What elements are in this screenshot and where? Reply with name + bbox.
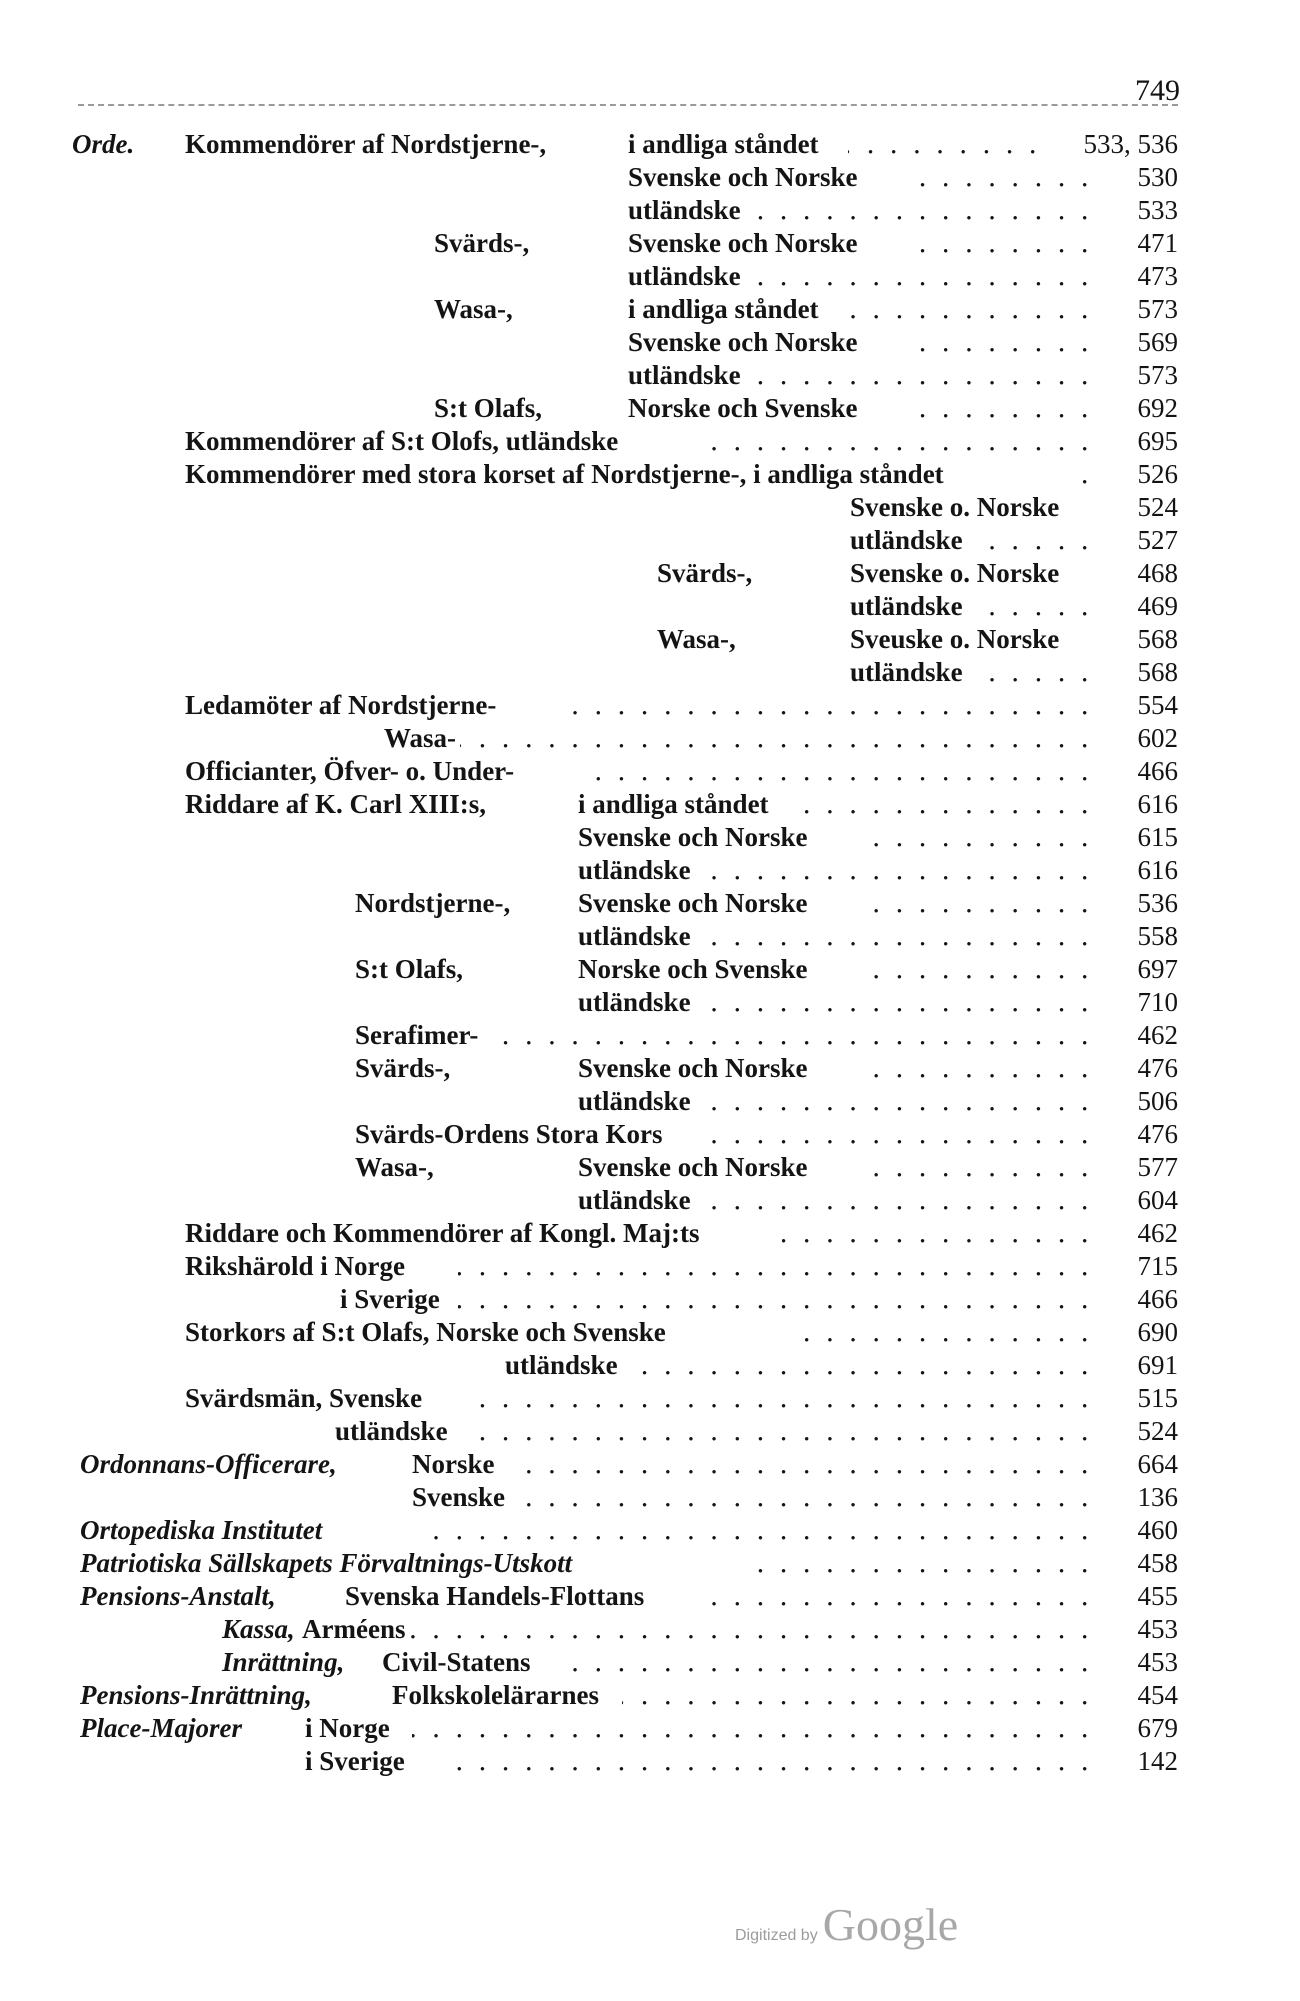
entry-text: Kassa, [222,1614,295,1644]
page-reference: 460 [1137,1515,1178,1545]
entry-text: Orde. [72,129,135,159]
page-reference: 530 [1137,162,1178,192]
dot-leader [702,854,1092,887]
dot-leader [905,161,1092,194]
index-entry [0,293,1300,326]
index-entry [0,194,1300,227]
entry-text: Kommendörer med stora korset af Nordstjerne-, i andliga ståndet [185,459,944,489]
index-entry [0,1514,1300,1547]
page-reference: 533 [1137,195,1178,225]
page-reference: 476 [1137,1053,1178,1083]
entry-text: utländske [628,195,741,225]
page-reference: 515 [1137,1383,1178,1413]
entry-text: utländske [850,657,963,687]
page-reference: 473 [1137,261,1178,291]
page-reference: 468 [1137,558,1178,588]
index-entry [0,1184,1300,1217]
entry-text: Riddare och Kommendörer af Kongl. Maj:ts [185,1218,700,1248]
page-reference: 615 [1137,822,1178,852]
index-entry [0,1085,1300,1118]
dot-leader [752,194,1092,227]
index-entry [0,359,1300,392]
entry-text: Svärds-, [434,228,530,258]
index-entry [0,887,1300,920]
index-entry [0,788,1300,821]
entry-text: Svenska Handels-Flottans [345,1581,645,1611]
page-reference: 142 [1137,1746,1178,1776]
dot-leader [905,227,1092,260]
entry-text: Norske och Svenske [578,954,808,984]
entry-text: Pensions-Anstalt, [80,1581,276,1611]
dot-leader [712,1118,1092,1151]
dot-leader [905,326,1092,359]
index-entry [0,524,1300,557]
dot-leader [742,1547,1092,1580]
page-reference: 469 [1137,591,1178,621]
page-reference: 466 [1137,1284,1178,1314]
page-reference: 568 [1137,624,1178,654]
index-entry [0,722,1300,755]
index-entry [0,986,1300,1019]
index-entry [0,590,1300,623]
page-reference: 568 [1137,657,1178,687]
page-reference: 526 [1137,459,1178,489]
page-reference: 664 [1137,1449,1178,1479]
dot-leader [855,821,1092,854]
page-reference: 695 [1137,426,1178,456]
entry-text: Kommendörer af Nordstjerne-, [185,129,547,159]
page-reference: 458 [1137,1548,1178,1578]
entry-text: i andliga ståndet [628,294,819,324]
entry-text: Wasa-, [434,294,513,324]
entry-text: utländske [578,855,691,885]
entry-text: Norske och Svenske [628,393,858,423]
page-reference: 454 [1137,1680,1178,1710]
page-reference: 533, 536 [1083,129,1178,159]
page-reference: 524 [1137,1416,1178,1446]
index-entry [0,1481,1300,1514]
index-entry [0,326,1300,359]
dot-leader [440,1745,1092,1778]
dot-leader [475,1415,1092,1448]
dot-leader [848,128,1040,161]
index-entry [0,821,1300,854]
entry-text: Svenske och Norske [628,228,858,258]
entry-text: Svenske och Norske [628,327,858,357]
dot-leader [520,1448,1092,1481]
google-watermark [735,1898,958,1951]
index-entry [0,755,1300,788]
entry-text: Svenske och Norske [578,822,808,852]
index-entry [0,425,1300,458]
entry-text: Norske [412,1449,495,1479]
index-entry [0,1349,1300,1382]
index-entry [0,1745,1300,1778]
index-entry [0,854,1300,887]
page-reference: 602 [1137,723,1178,753]
dot-leader [702,1184,1092,1217]
entry-text: i Sverige [305,1746,405,1776]
entry-text: Inrättning, [222,1647,345,1677]
entry-text: Officianter, Öfver- o. Under- [185,756,515,786]
entry-text: i andliga ståndet [578,789,769,819]
index-entry [0,128,1300,161]
entry-text: Svenske och Norske [578,1053,808,1083]
entry-text: Wasa-, [657,624,736,654]
index-entry [0,491,1300,524]
dot-leader [1070,458,1092,491]
entry-text: Patriotiska Sällskapets Förvaltnings-Utskott [80,1548,573,1578]
page-reference: 692 [1137,393,1178,423]
index-entry [0,1712,1300,1745]
index-entry [0,1415,1300,1448]
entry-text: Wasa- [384,723,457,753]
dot-leader [975,590,1092,623]
entry-text: Place-Majorer [80,1713,242,1743]
google-logo: Google [822,1899,959,1950]
dot-leader [412,1712,1092,1745]
dot-leader [848,293,1092,326]
page-reference: 616 [1137,855,1178,885]
dot-leader [568,689,1092,722]
dot-leader [420,1514,1092,1547]
dot-leader [702,986,1092,1019]
entry-text: i andliga ståndet [628,129,819,159]
dot-leader [458,1250,1092,1283]
entry-text: Svenske [412,1482,506,1512]
dot-leader [592,755,1092,788]
index-entry [0,1019,1300,1052]
index-entry [0,623,1300,656]
dot-leader [702,1085,1092,1118]
index-entry [0,260,1300,293]
entry-text: Ordonnans-Officerare, [80,1449,337,1479]
entry-text: Kommendörer af S:t Olofs, utländske [185,426,619,456]
page-reference: 471 [1137,228,1178,258]
index-entry [0,1217,1300,1250]
entry-text: utländske [850,525,963,555]
page-reference: 453 [1137,1614,1178,1644]
page-reference: 679 [1137,1713,1178,1743]
page-reference: 536 [1137,888,1178,918]
page-reference: 558 [1137,921,1178,951]
entry-text: utländske [505,1350,618,1380]
entry-text: Rikshärold i Norge [185,1251,406,1281]
index-entry [0,392,1300,425]
entry-text: utländske [335,1416,448,1446]
page-reference: 715 [1137,1251,1178,1281]
entry-text: Svenske o. Norske [850,558,1060,588]
page-reference: 455 [1137,1581,1178,1611]
entry-text: Arméens [302,1614,406,1644]
dot-leader [782,1217,1092,1250]
page-reference: 554 [1137,690,1178,720]
page-reference: 466 [1137,756,1178,786]
page-reference: 453 [1137,1647,1178,1677]
entry-text: utländske [578,921,691,951]
entry-text: utländske [578,1185,691,1215]
entry-text: Folkskolelärarnes [392,1680,599,1710]
dot-leader [975,656,1092,689]
index-entry [0,1316,1300,1349]
page-number: 749 [1135,74,1180,107]
page-reference: 462 [1137,1218,1178,1248]
dot-leader [855,887,1092,920]
dot-leader [490,1019,1092,1052]
page-reference: 573 [1137,360,1178,390]
index-entry [0,557,1300,590]
page-reference: 697 [1137,954,1178,984]
entry-text: Svärds-, [355,1053,451,1083]
index-entry [0,161,1300,194]
entry-text: Svenske och Norske [628,162,858,192]
index-entry [0,1052,1300,1085]
dot-leader [712,425,1092,458]
index-entry [0,1580,1300,1613]
dot-leader [458,1283,1092,1316]
entry-text: Nordstjerne-, [355,888,511,918]
page-reference: 476 [1137,1119,1178,1149]
index-entry [0,1283,1300,1316]
entry-text: Svenske och Norske [578,888,808,918]
index-entry [0,1547,1300,1580]
index-entry [0,920,1300,953]
dot-leader [632,1349,1092,1382]
entry-text: utländske [578,987,691,1017]
dot-leader [855,1052,1092,1085]
entry-text: i Norge [305,1713,390,1743]
entry-text: Svärds-, [657,558,753,588]
entry-text: utländske [628,261,741,291]
entry-text: Ortopediska Institutet [80,1515,323,1545]
dot-leader [752,359,1092,392]
index-entry [0,1646,1300,1679]
page-reference: 573 [1137,294,1178,324]
dot-leader [975,524,1092,557]
dot-leader [460,722,1092,755]
page-reference: 690 [1137,1317,1178,1347]
entry-text: Riddare af K. Carl XIII:s, [185,789,487,819]
index-entry [0,689,1300,722]
watermark-prefix: Digitized by [735,1927,818,1944]
entry-text: Wasa-, [355,1152,434,1182]
entry-text: Svärds-Ordens Stora Kors [355,1119,663,1149]
entry-text: Svenske och Norske [578,1152,808,1182]
page-reference: 524 [1137,492,1178,522]
entry-text: utländske [578,1086,691,1116]
index-entry [0,953,1300,986]
entry-text: Sveuske o. Norske [850,624,1060,654]
index-entry [0,1382,1300,1415]
page-reference: 616 [1137,789,1178,819]
entry-text: Serafimer- [355,1020,479,1050]
page-reference: 506 [1137,1086,1178,1116]
index-entry [0,1679,1300,1712]
dot-leader [790,1316,1092,1349]
index-entry [0,458,1300,491]
page-reference: 569 [1137,327,1178,357]
page-reference: 136 [1137,1482,1178,1512]
page-reference: 691 [1137,1350,1178,1380]
page-reference: 604 [1137,1185,1178,1215]
entry-text: Svärdsmän, Svenske [185,1383,423,1413]
entry-text: Pensions-Inrättning, [80,1680,312,1710]
dot-leader [475,1382,1092,1415]
header-rule [78,104,1178,106]
page-reference: 710 [1137,987,1178,1017]
dot-leader [702,920,1092,953]
page-reference: 462 [1137,1020,1178,1050]
index-entry [0,1250,1300,1283]
dot-leader [752,260,1092,293]
dot-leader [565,1646,1092,1679]
dot-leader [798,788,1092,821]
entry-text: utländske [850,591,963,621]
entry-text: Svenske o. Norske [850,492,1060,522]
entry-text: Civil-Statens [382,1647,531,1677]
dot-leader [855,1151,1092,1184]
index-entry [0,1118,1300,1151]
index-entry [0,656,1300,689]
dot-leader [855,953,1092,986]
entry-text: utländske [628,360,741,390]
dot-leader [410,1613,1092,1646]
index-entry [0,227,1300,260]
entry-text: Storkors af S:t Olafs, Norske och Svenske [185,1317,666,1347]
index-entry [0,1151,1300,1184]
dot-leader [520,1481,1092,1514]
page-reference: 577 [1137,1152,1178,1182]
dot-leader [905,392,1092,425]
index-entry [0,1448,1300,1481]
entry-text: Ledamöter af Nordstjerne- [185,690,497,720]
entry-text: i Sverige [340,1284,440,1314]
dot-leader [712,1580,1092,1613]
dot-leader [622,1679,1092,1712]
entry-text: S:t Olafs, [355,954,463,984]
entry-text: S:t Olafs, [434,393,542,423]
index-entry [0,1613,1300,1646]
page-reference: 527 [1137,525,1178,555]
